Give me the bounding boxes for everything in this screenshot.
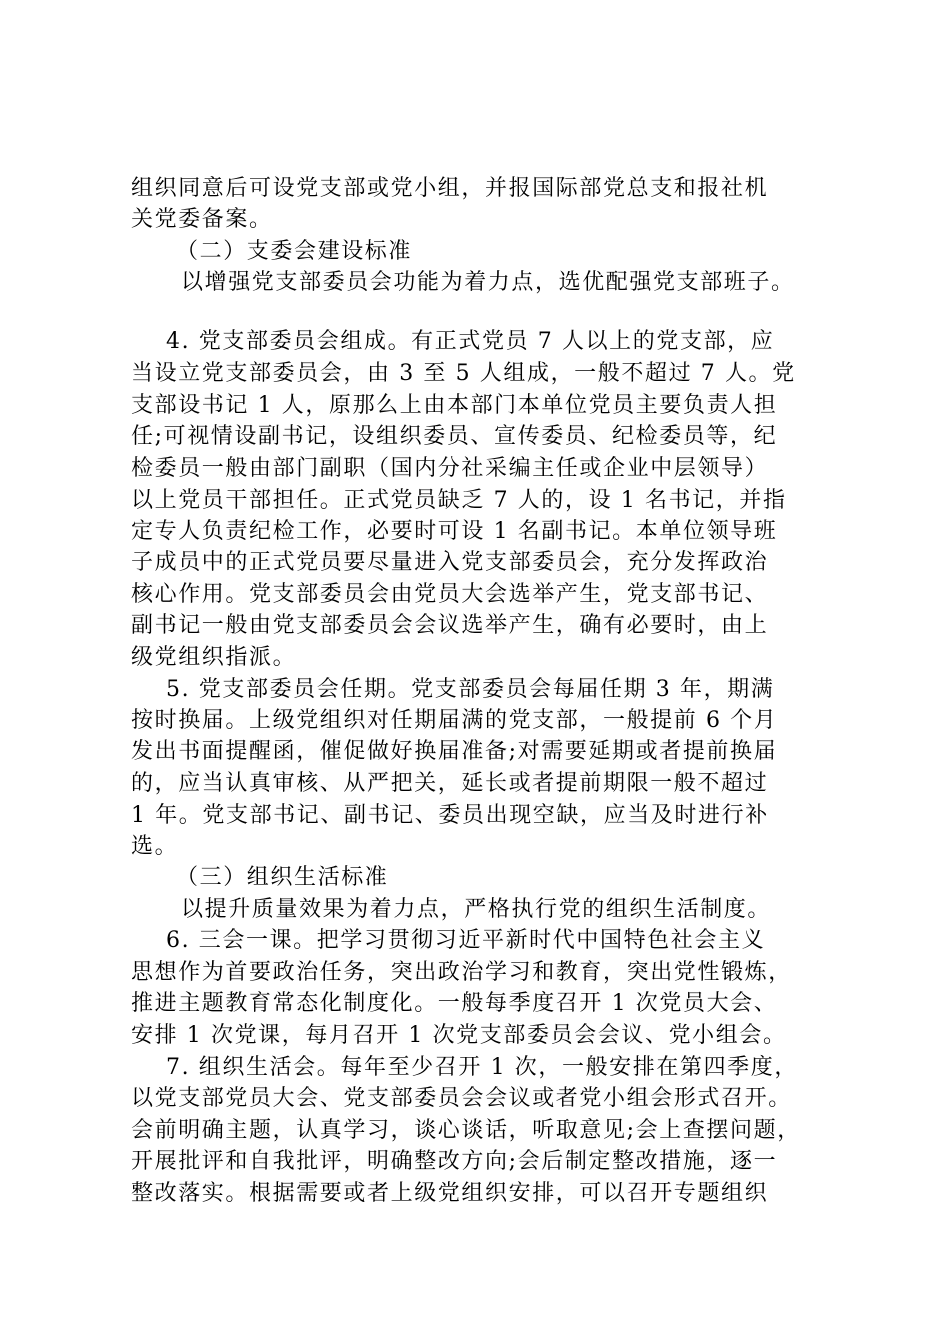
section-heading: （二）支委会建设标准 (176, 239, 413, 264)
text-line: 思想作为首要政治任务，突出政治学习和教育，突出党性锻炼， (131, 960, 792, 985)
text-line: 以提升质量效果为着力点，严格执行党的组织生活制度。 (181, 897, 772, 922)
text-line: 会前明确主题，认真学习，谈心谈话，听取意见;会上查摆问题， (131, 1118, 801, 1143)
text-line: 发出书面提醒函，催促做好换届准备;对需要延期或者提前换届 (131, 739, 778, 764)
text-line: 子成员中的正式党员要尽量进入党支部委员会，充分发挥政治 (131, 550, 769, 575)
text-line: 开展批评和自我批评，明确整改方向;会后制定整改措施，逐一 (131, 1149, 778, 1174)
text-line: 推进主题教育常态化制度化。一般每季度召开 1 次党员大会、 (131, 991, 778, 1016)
text-line: 7. 组织生活会。每年至少召开 1 次，一般安排在第四季度， (166, 1055, 798, 1080)
text-line: 按时换届。上级党组织对任期届满的党支部，一般提前 6 个月 (131, 708, 778, 733)
text-line: 定专人负责纪检工作，必要时可设 1 名副书记。本单位领导班 (131, 519, 778, 544)
text-line: 当设立党支部委员会，由 3 至 5 人组成，一般不超过 7 人。党 (131, 361, 796, 386)
text-line: 以党支部党员大会、党支部委员会会议或者党小组会形式召开。 (131, 1086, 792, 1111)
text-line: 6. 三会一课。把学习贯彻习近平新时代中国特色社会主义 (166, 928, 766, 953)
text-line: 整改落实。根据需要或者上级党组织安排，可以召开专题组织 (131, 1181, 769, 1206)
text-line: 以增强党支部委员会功能为着力点，选优配强党支部班子。 (181, 270, 795, 295)
text-line: 任;可视情设副书记，设组织委员、宣传委员、纪检委员等，纪 (131, 424, 778, 449)
text-line: 核心作用。党支部委员会由党员大会选举产生，党支部书记、 (131, 582, 769, 607)
text-line: 检委员一般由部门副职（国内分社采编主任或企业中层领导） (131, 456, 769, 481)
text-line: 关党委备案。 (131, 207, 273, 232)
text-line: 副书记一般由党支部委员会会议选举产生，确有必要时，由上 (131, 613, 769, 638)
section-heading: （三）组织生活标准 (176, 865, 389, 890)
text-line: 选。 (131, 834, 179, 859)
text-line: 以上党员干部担任。正式党员缺乏 7 人的，设 1 名书记，并指 (131, 488, 787, 513)
text-line: 4. 党支部委员会组成。有正式党员 7 人以上的党支部，应 (166, 329, 775, 354)
text-line: 支部设书记 1 人，原那么上由本部门本单位党员主要负责人担 (131, 393, 778, 418)
text-line: 组织同意后可设党支部或党小组，并报国际部党总支和报社机 (131, 176, 769, 201)
text-line: 5. 党支部委员会任期。党支部委员会每届任期 3 年，期满 (166, 677, 775, 702)
text-line: 级党组织指派。 (131, 645, 297, 670)
text-line: 1 年。党支部书记、副书记、委员出现空缺，应当及时进行补 (131, 803, 769, 828)
text-line: 的，应当认真审核、从严把关，延长或者提前期限一般不超过 (131, 771, 769, 796)
text-line: 安排 1 次党课，每月召开 1 次党支部委员会会议、党小组会。 (131, 1023, 787, 1048)
